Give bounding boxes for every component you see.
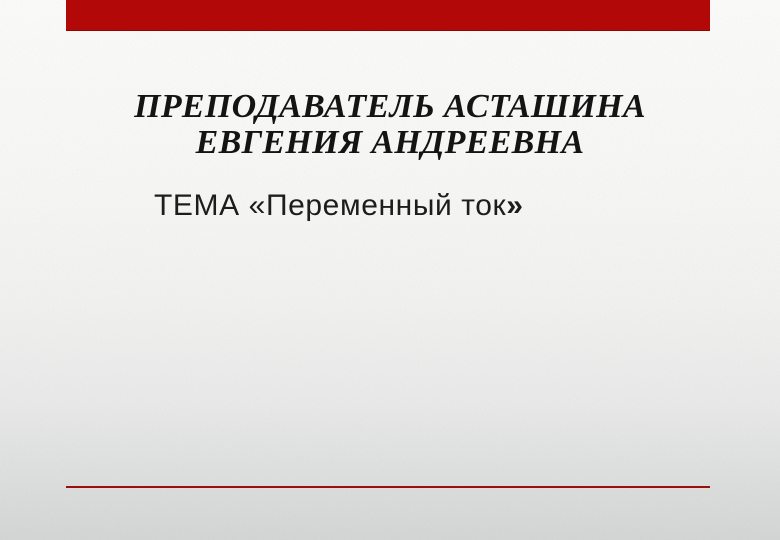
top-accent-bar [66,0,710,31]
slide-subtitle [154,188,524,224]
title-line-1: ПРЕПОДАВАТЕЛЬ АСТАШИНА [134,88,646,125]
bottom-divider-line [66,486,710,488]
slide-title [0,89,780,161]
subtitle-text: ТЕМА «Переменный ток [154,189,507,222]
subtitle-closing-quote: » [506,189,524,222]
title-line-2: ЕВГЕНИЯ АНДРЕЕВНА [195,124,585,161]
